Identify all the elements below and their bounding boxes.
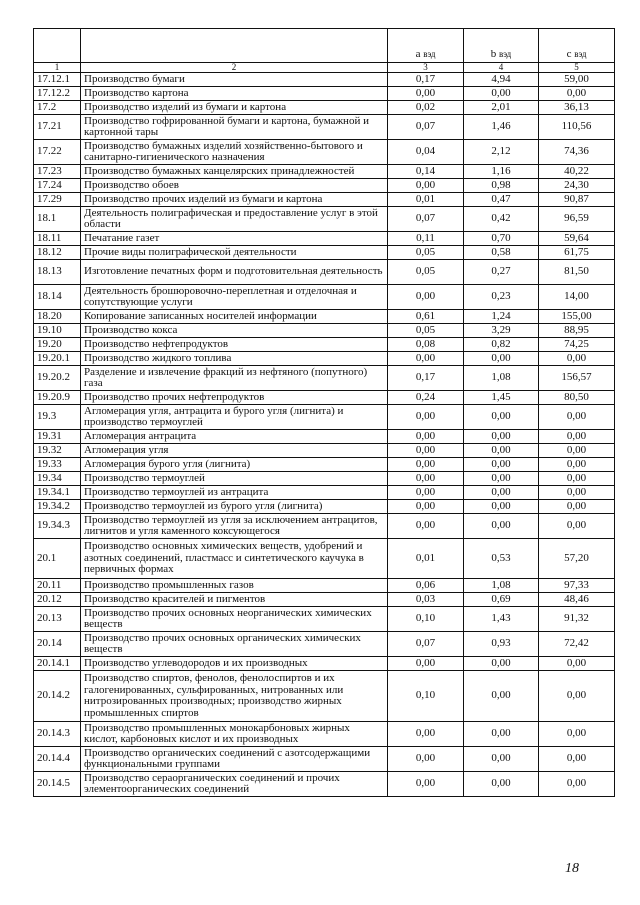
row-description: Деятельность брошюровочно-переплетная и отделочная и сопутствующие услуги [81,285,388,310]
row-value-a: 0,11 [388,232,464,246]
table-row [34,310,615,324]
row-value-a: 0,00 [388,486,464,500]
table-row [34,500,615,514]
row-code: 18.1 [34,207,81,232]
row-value-c: 97,33 [539,579,615,593]
row-code: 19.3 [34,405,81,430]
page-number: 18 [565,861,579,876]
row-value-c: 57,20 [539,539,615,579]
row-code: 17.22 [34,140,81,165]
row-value-c: 74,36 [539,140,615,165]
row-description: Прочие виды полиграфической деятельности [81,246,388,260]
row-value-c: 91,32 [539,607,615,632]
row-value-b: 1,16 [464,165,539,179]
row-value-b: 0,93 [464,632,539,657]
row-description: Производство красителей и пигментов [81,593,388,607]
column-number: 2 [81,63,388,73]
row-value-c: 0,00 [539,500,615,514]
row-code: 17.29 [34,193,81,207]
row-value-b: 3,29 [464,324,539,338]
row-value-a: 0,00 [388,444,464,458]
row-value-b: 0,00 [464,671,539,722]
header-col-c [539,29,615,63]
row-value-b: 0,00 [464,486,539,500]
table-row [34,772,615,797]
row-description: Агломерация угля [81,444,388,458]
row-value-a: 0,14 [388,165,464,179]
table-row [34,324,615,338]
data-table [33,28,615,797]
row-value-b: 0,00 [464,472,539,486]
header-b-sub: вэд [499,48,512,59]
row-value-a: 0,61 [388,310,464,324]
row-description: Производство обоев [81,179,388,193]
row-value-c: 90,87 [539,193,615,207]
row-description: Производство термоуглей из антрацита [81,486,388,500]
row-value-c: 0,00 [539,486,615,500]
row-description: Печатание газет [81,232,388,246]
row-value-a: 0,05 [388,324,464,338]
row-value-a: 0,01 [388,193,464,207]
row-description: Производство органических соединений с азотсодержащими функциональными группами [81,747,388,772]
row-code: 19.20.2 [34,366,81,391]
row-value-b: 1,45 [464,391,539,405]
row-value-b: 0,00 [464,430,539,444]
table-row [34,232,615,246]
row-code: 19.20.1 [34,352,81,366]
table-body [34,73,615,797]
row-code: 19.34.2 [34,500,81,514]
table-row [34,165,615,179]
row-value-c: 110,56 [539,115,615,140]
row-description: Производство основных химических веществ, удобрений и азотных соединений, пластмасс и синтетического каучука в первичных формах [81,539,388,579]
row-code: 19.10 [34,324,81,338]
column-number: 5 [539,63,615,73]
table-row [34,352,615,366]
header-col-b [464,29,539,63]
row-description: Производство бумажных канцелярских принадлежностей [81,165,388,179]
table-row [34,657,615,671]
table-row [34,366,615,391]
row-value-c: 59,00 [539,73,615,87]
table-row [34,593,615,607]
row-value-a: 0,07 [388,632,464,657]
row-value-c: 0,00 [539,514,615,539]
row-description: Деятельность полиграфическая и предоставление услуг в этой области [81,207,388,232]
table-row [34,285,615,310]
row-value-a: 0,00 [388,772,464,797]
table-row [34,140,615,165]
row-value-b: 2,01 [464,101,539,115]
row-code: 20.13 [34,607,81,632]
row-value-a: 0,00 [388,514,464,539]
table-row [34,579,615,593]
row-value-b: 0,82 [464,338,539,352]
row-value-b: 0,00 [464,405,539,430]
row-value-b: 0,00 [464,772,539,797]
row-value-c: 0,00 [539,444,615,458]
row-value-a: 0,17 [388,366,464,391]
row-value-c: 36,13 [539,101,615,115]
row-description: Производство сераорганических соединений и прочих элементоорганических соединений [81,772,388,797]
row-description: Разделение и извлечение фракций из нефтяного (попутного) газа [81,366,388,391]
row-value-c: 88,95 [539,324,615,338]
table-row [34,207,615,232]
row-value-a: 0,00 [388,179,464,193]
row-description: Производство прочих нефтепродуктов [81,391,388,405]
row-value-b: 0,53 [464,539,539,579]
row-code: 19.31 [34,430,81,444]
row-value-c: 81,50 [539,260,615,285]
row-code: 19.32 [34,444,81,458]
row-description: Производство прочих основных органических химических веществ [81,632,388,657]
header-c-letter: c [566,47,572,60]
row-value-c: 72,42 [539,632,615,657]
row-value-a: 0,10 [388,671,464,722]
row-value-b: 0,00 [464,657,539,671]
row-code: 18.13 [34,260,81,285]
row-value-a: 0,00 [388,458,464,472]
row-value-b: 1,24 [464,310,539,324]
table-row [34,722,615,747]
row-code: 18.12 [34,246,81,260]
row-value-b: 0,98 [464,179,539,193]
row-code: 17.12.1 [34,73,81,87]
row-value-a: 0,05 [388,246,464,260]
table-row [34,486,615,500]
row-value-c: 0,00 [539,747,615,772]
row-description: Производство термоуглей [81,472,388,486]
table-row [34,391,615,405]
table-row [34,115,615,140]
row-value-b: 0,00 [464,87,539,101]
row-value-b: 0,00 [464,352,539,366]
header-col2 [81,29,388,63]
table-row [34,101,615,115]
row-value-b: 0,42 [464,207,539,232]
row-value-b: 0,00 [464,747,539,772]
table-row [34,87,615,101]
row-description: Производство картона [81,87,388,101]
row-code: 20.14.1 [34,657,81,671]
header-a-sub: вэд [423,48,436,59]
row-value-b: 0,47 [464,193,539,207]
row-value-c: 0,00 [539,458,615,472]
table-row [34,444,615,458]
row-value-b: 0,00 [464,458,539,472]
row-value-c: 0,00 [539,405,615,430]
header-c-sub: вэд [574,48,587,59]
row-description: Изготовление печатных форм и подготовительная деятельность [81,260,388,285]
row-value-a: 0,00 [388,87,464,101]
row-value-a: 0,07 [388,207,464,232]
table-row [34,747,615,772]
row-code: 20.1 [34,539,81,579]
row-value-c: 61,75 [539,246,615,260]
row-description: Производство углеводородов и их производных [81,657,388,671]
row-value-a: 0,00 [388,405,464,430]
row-value-a: 0,10 [388,607,464,632]
column-number-row [34,63,615,73]
header-b-letter: b [490,47,497,60]
row-value-b: 0,00 [464,514,539,539]
column-number: 4 [464,63,539,73]
row-value-b: 1,08 [464,579,539,593]
row-value-a: 0,02 [388,101,464,115]
header-col-a [388,29,464,63]
table-row [34,430,615,444]
table-row [34,246,615,260]
header-a-letter: a [415,47,421,60]
table-row [34,607,615,632]
row-code: 20.14.4 [34,747,81,772]
row-description: Агломерация бурого угля (лигнита) [81,458,388,472]
row-code: 17.2 [34,101,81,115]
row-code: 19.20 [34,338,81,352]
row-value-c: 24,30 [539,179,615,193]
row-description: Производство бумажных изделий хозяйственно-бытового и санитарно-гигиенического назначения [81,140,388,165]
row-value-c: 80,50 [539,391,615,405]
table-row [34,671,615,722]
row-code: 20.14 [34,632,81,657]
row-value-b: 4,94 [464,73,539,87]
table-row [34,405,615,430]
row-value-a: 0,00 [388,472,464,486]
row-code: 19.34.1 [34,486,81,500]
row-description: Производство промышленных монокарбоновых жирных кислот, карбоновых кислот и их производных [81,722,388,747]
row-value-a: 0,05 [388,260,464,285]
row-value-c: 0,00 [539,671,615,722]
row-value-a: 0,03 [388,593,464,607]
row-code: 20.11 [34,579,81,593]
table-row [34,193,615,207]
row-value-b: 0,00 [464,500,539,514]
row-value-a: 0,17 [388,73,464,87]
row-description: Производство термоуглей из угля за исключением антрацитов, лигнитов и угля каменного коксующегося [81,514,388,539]
row-value-a: 0,00 [388,747,464,772]
row-description: Производство бумаги [81,73,388,87]
row-code: 18.14 [34,285,81,310]
row-code: 17.23 [34,165,81,179]
row-value-c: 155,00 [539,310,615,324]
table-row [34,179,615,193]
row-value-b: 0,27 [464,260,539,285]
row-value-b: 0,58 [464,246,539,260]
table-row [34,73,615,87]
row-description: Производство жидкого топлива [81,352,388,366]
row-value-c: 40,22 [539,165,615,179]
row-value-c: 96,59 [539,207,615,232]
table-row [34,338,615,352]
table-row [34,260,615,285]
row-code: 17.21 [34,115,81,140]
row-value-b: 1,08 [464,366,539,391]
row-value-c: 0,00 [539,87,615,101]
row-value-a: 0,06 [388,579,464,593]
row-description: Производство спиртов, фенолов, фенолоспиртов и их галогенированных, сульфированных, нитрованных или нитрозированных производных; производство жирных промышленных спиртов [81,671,388,722]
row-code: 19.20.9 [34,391,81,405]
table-row [34,514,615,539]
row-value-a: 0,00 [388,500,464,514]
row-code: 17.24 [34,179,81,193]
row-value-c: 48,46 [539,593,615,607]
row-code: 19.33 [34,458,81,472]
row-value-b: 1,46 [464,115,539,140]
row-value-a: 0,00 [388,722,464,747]
row-value-b: 0,00 [464,444,539,458]
row-description: Производство прочих основных неорганических химических веществ [81,607,388,632]
row-description: Агломерация угля, антрацита и бурого угля (лигнита) и производство термоуглей [81,405,388,430]
row-code: 20.14.5 [34,772,81,797]
row-value-a: 0,00 [388,657,464,671]
row-description: Производство термоуглей из бурого угля (лигнита) [81,500,388,514]
row-value-a: 0,07 [388,115,464,140]
row-value-a: 0,04 [388,140,464,165]
table-row [34,632,615,657]
row-description: Производство гофрированной бумаги и картона, бумажной и картонной тары [81,115,388,140]
row-value-a: 0,08 [388,338,464,352]
row-value-a: 0,00 [388,352,464,366]
row-description: Производство изделий из бумаги и картона [81,101,388,115]
row-value-c: 14,00 [539,285,615,310]
row-description: Производство кокса [81,324,388,338]
row-value-c: 59,64 [539,232,615,246]
column-number: 1 [34,63,81,73]
row-value-b: 1,43 [464,607,539,632]
row-code: 18.20 [34,310,81,324]
row-value-b: 0,69 [464,593,539,607]
row-value-c: 0,00 [539,352,615,366]
row-description: Производство нефтепродуктов [81,338,388,352]
row-description: Производство промышленных газов [81,579,388,593]
row-code: 20.14.3 [34,722,81,747]
row-code: 17.12.2 [34,87,81,101]
row-value-a: 0,01 [388,539,464,579]
header-row [34,29,615,63]
row-value-a: 0,00 [388,430,464,444]
row-code: 19.34.3 [34,514,81,539]
row-value-c: 0,00 [539,430,615,444]
row-description: Копирование записанных носителей информации [81,310,388,324]
row-value-c: 0,00 [539,657,615,671]
row-value-a: 0,24 [388,391,464,405]
header-col1 [34,29,81,63]
row-value-c: 0,00 [539,772,615,797]
row-value-c: 74,25 [539,338,615,352]
row-value-c: 0,00 [539,722,615,747]
row-value-b: 0,00 [464,722,539,747]
row-code: 20.14.2 [34,671,81,722]
table-row [34,472,615,486]
row-description: Производство прочих изделий из бумаги и картона [81,193,388,207]
row-code: 18.11 [34,232,81,246]
row-value-b: 0,70 [464,232,539,246]
row-value-b: 0,23 [464,285,539,310]
row-value-c: 0,00 [539,472,615,486]
row-description: Агломерация антрацита [81,430,388,444]
row-value-a: 0,00 [388,285,464,310]
row-value-b: 2,12 [464,140,539,165]
table-row [34,458,615,472]
row-code: 20.12 [34,593,81,607]
row-code: 19.34 [34,472,81,486]
column-number: 3 [388,63,464,73]
row-value-c: 156,57 [539,366,615,391]
table-row [34,539,615,579]
